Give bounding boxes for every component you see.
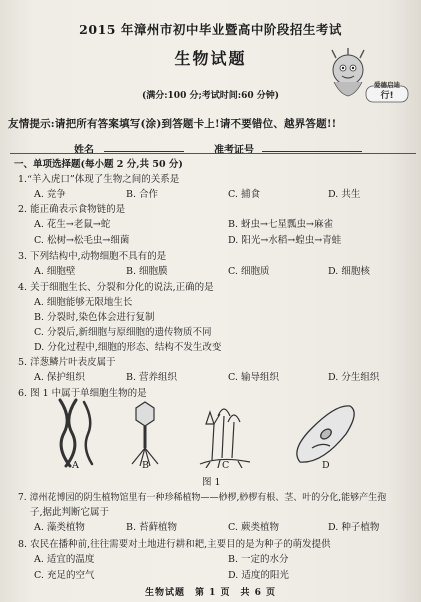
option: C. 蕨类植物 bbox=[228, 522, 279, 533]
score-line: (满分:100 分;考试时间:60 分钟) bbox=[141, 91, 280, 101]
exam-number-label: 准考证号 bbox=[214, 145, 254, 156]
figure-label-d: D bbox=[322, 460, 330, 471]
option: D. 适度的阳光 bbox=[228, 570, 289, 581]
question-stem: 4. 关于细胞生长、分裂和分化的说法,正确的是 bbox=[18, 282, 214, 293]
option: A. 花生→老鼠→蛇 bbox=[34, 219, 111, 230]
option: B. 苔藓植物 bbox=[126, 522, 178, 533]
figure-caption: 图 1 bbox=[202, 477, 221, 488]
single-cell-organism-icon bbox=[297, 406, 354, 462]
section-title: 一、单项选择题(每小题 2 分,共 50 分) bbox=[14, 159, 183, 170]
option: B. 分裂时,染色体会进行复制 bbox=[34, 312, 155, 323]
exam-title: 2015 年漳州市初中毕业暨高中阶段招生考试 bbox=[79, 22, 342, 37]
subject-title: 生物试题 bbox=[174, 49, 247, 68]
question-stem: 2. 能正确表示食物链的是 bbox=[18, 204, 126, 215]
option: D. 阳光→水稻→蝗虫→青蛙 bbox=[228, 235, 342, 246]
chromosome-icon bbox=[60, 400, 92, 466]
option: D. 种子植物 bbox=[328, 522, 380, 533]
option: A. 保护组织 bbox=[34, 372, 85, 383]
question-stem: 6. 图 1 中属于单细胞生物的是 bbox=[18, 388, 147, 399]
option: B. 营养组织 bbox=[126, 372, 178, 383]
name-label: 姓名 bbox=[74, 145, 94, 156]
option: D. 细胞核 bbox=[328, 266, 370, 277]
figure-1 bbox=[50, 398, 380, 488]
option: A. 适宜的温度 bbox=[34, 554, 95, 565]
option: C. 充足的空气 bbox=[34, 570, 95, 581]
question-stem: 1.“羊入虎口”体现了生物之间的关系是 bbox=[18, 174, 180, 185]
svg-text:行!: 行! bbox=[380, 91, 394, 101]
option: C. 细胞质 bbox=[228, 266, 270, 277]
option: B. 蚜虫→七星瓢虫→麻雀 bbox=[228, 219, 333, 230]
reminder-notice: 友情提示:请把所有答案填写(涂)到答题卡上!请不要错位、越界答题!! bbox=[8, 118, 337, 130]
virus-icon bbox=[132, 402, 158, 466]
question-stem: 5. 洋葱鳞片叶表皮属于 bbox=[18, 357, 116, 368]
name-blank bbox=[104, 151, 184, 152]
page-footer: 生物试题 第 1 页 共 6 页 bbox=[144, 588, 277, 598]
figure-label-b: B bbox=[142, 460, 149, 471]
option: B. 合作 bbox=[126, 189, 159, 200]
option: A. 细胞能够无限地生长 bbox=[34, 297, 133, 308]
exam-number-blank bbox=[262, 151, 362, 152]
option: C. 松树→松毛虫→细菌 bbox=[34, 235, 130, 246]
option: C. 捕食 bbox=[228, 189, 260, 200]
option: D. 分化过程中,细胞的形态、结构不发生改变 bbox=[34, 342, 222, 353]
option: D. 分生组织 bbox=[328, 372, 380, 383]
figure-label-a: A bbox=[72, 460, 79, 471]
mascot-caption: 爱德启迪 bbox=[374, 81, 400, 89]
question-stem: 7. 漳州花博园的阴生植物馆里有一种珍稀植物——桫椤,桫椤有根、茎、叶的分化,能够产生孢 bbox=[18, 493, 387, 503]
divider bbox=[10, 153, 416, 154]
figure-1-drawings bbox=[50, 398, 380, 468]
question-stem-continued: 子,据此判断它属于 bbox=[30, 507, 110, 518]
option: A. 藻类植物 bbox=[34, 522, 85, 533]
option: C. 输导组织 bbox=[228, 372, 279, 383]
option: D. 共生 bbox=[328, 189, 361, 200]
option: C. 分裂后,新细胞与原细胞的遗传物质不同 bbox=[34, 327, 212, 338]
question-stem: 3. 下列结构中,动物细胞不具有的是 bbox=[18, 251, 167, 262]
question-stem: 8. 农民在播种前,往往需要对土地进行耕和耙,主要目的是为种子的萌发提供 bbox=[18, 539, 331, 550]
figure-label-c: C bbox=[222, 460, 230, 471]
option: B. 一定的水分 bbox=[228, 554, 289, 565]
option: A. 细胞壁 bbox=[34, 266, 76, 277]
option: A. 竞争 bbox=[34, 189, 66, 200]
option: B. 细胞膜 bbox=[126, 266, 168, 277]
